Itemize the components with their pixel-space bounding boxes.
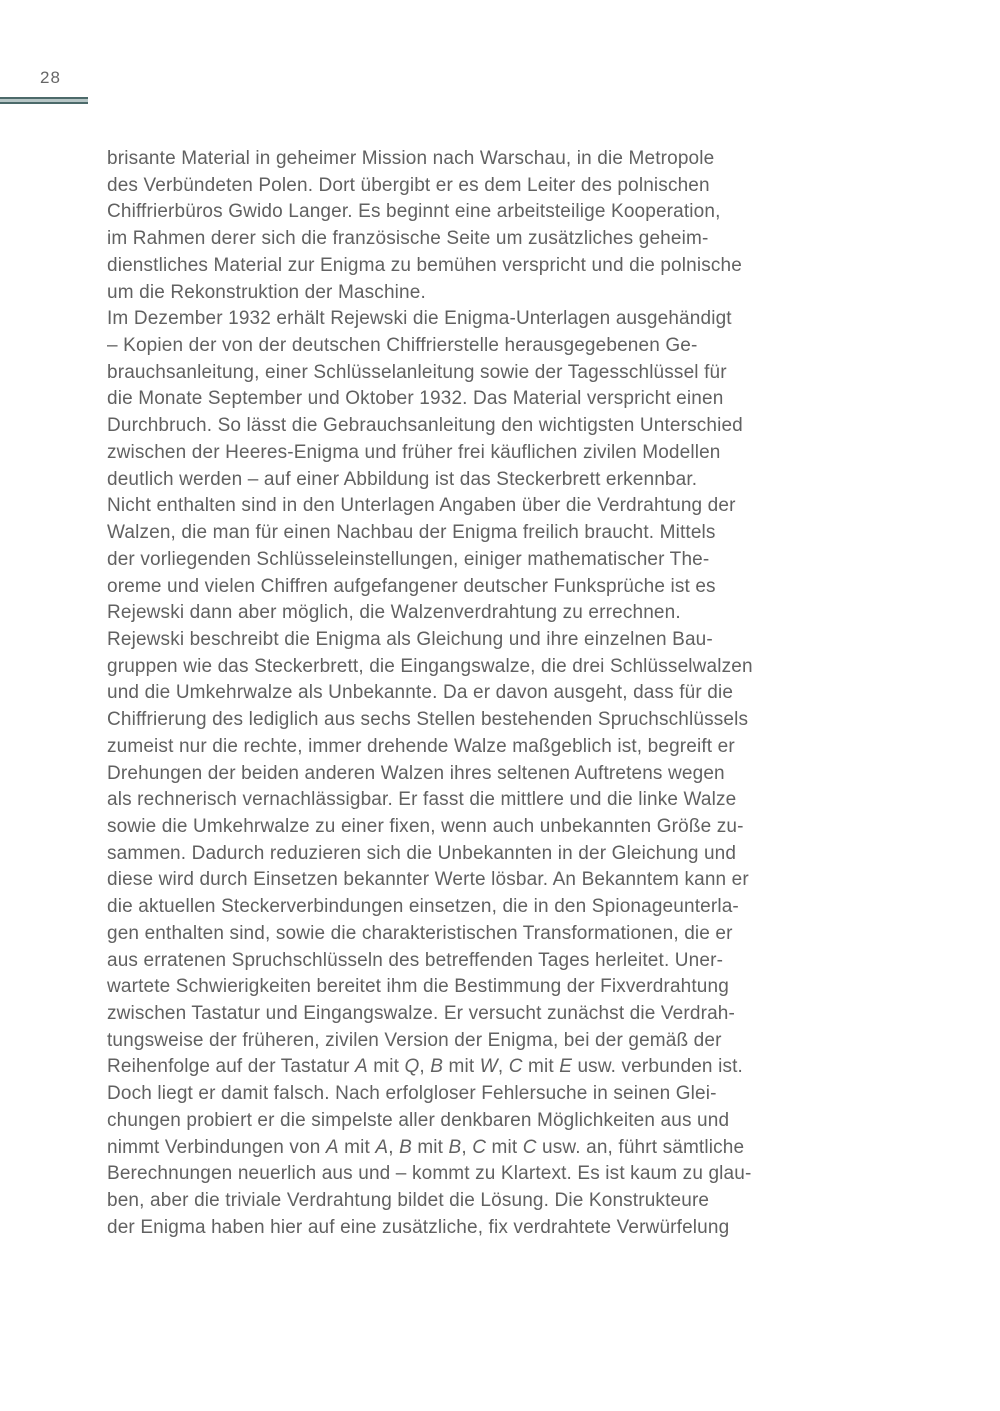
text-line — [107, 574, 787, 601]
text-segment: oreme und vielen Chiffren aufgefangener deutscher Funksprüche ist es — [107, 575, 716, 597]
text-segment: gruppen wie das Steckerbrett, die Eingangswalze, die drei Schlüsselwalzen — [107, 655, 753, 677]
text-line — [107, 1108, 787, 1135]
text-line — [107, 493, 787, 520]
text-segment: um die Rekonstruktion der Maschine. — [107, 281, 426, 303]
text-line — [107, 627, 787, 654]
italic-text-segment: Q — [404, 1056, 420, 1078]
text-segment: im Rahmen derer sich die französische Seite um zusätzliches geheim- — [107, 228, 709, 250]
text-line — [107, 867, 787, 894]
text-line — [107, 520, 787, 547]
text-segment: tungsweise der früheren, zivilen Version der Enigma, bei der gemäß der — [107, 1029, 722, 1051]
text-segment: mit — [411, 1136, 449, 1158]
text-segment: Rejewski dann aber möglich, die Walzenverdrahtung zu errechnen. — [107, 602, 681, 624]
text-segment: zwischen Tastatur und Eingangswalze. Er versucht zunächst die Verdrah- — [107, 1003, 735, 1024]
text-segment: Doch liegt er damit falsch. Nach erfolgloser Fehlersuche in seinen Glei- — [107, 1083, 717, 1105]
body-text — [107, 146, 787, 1241]
text-line — [107, 1135, 787, 1162]
text-segment: usw. an, führt sämtliche — [536, 1136, 745, 1158]
text-line — [107, 761, 787, 788]
italic-text-segment: A — [355, 1056, 368, 1078]
header-double-rule — [0, 97, 88, 104]
text-segment: zumeist nur die rechte, immer drehende Walze maßgeblich ist, begreift er — [107, 735, 735, 757]
italic-text-segment: B — [430, 1056, 444, 1078]
text-line — [107, 787, 787, 814]
text-segment: diese wird durch Einsetzen bekannter Werte lösbar. An Bekanntem kann er — [107, 869, 749, 891]
text-line — [107, 306, 787, 333]
text-segment: zwischen der Heeres-Enigma und früher frei käuflichen zivilen Modellen — [107, 441, 721, 463]
text-segment: die Monate September und Oktober 1932. Das Material verspricht einen — [107, 388, 724, 410]
text-line — [107, 1001, 787, 1028]
text-segment: deutlich werden – auf einer Abbildung ist das Steckerbrett erkennbar. — [107, 468, 698, 490]
text-segment: die aktuellen Steckerverbindungen einsetzen, die in den Spionageunterla- — [107, 896, 739, 918]
text-line — [107, 360, 787, 387]
text-line — [107, 146, 787, 173]
text-segment: sammen. Dadurch reduzieren sich die Unbekannten in der Gleichung und — [107, 842, 737, 864]
text-segment: , — [461, 1136, 473, 1158]
text-segment: der Enigma haben hier auf eine zusätzliche, fix verdrahtete Verwürfelung — [107, 1216, 730, 1238]
text-line — [107, 734, 787, 761]
text-segment: Durchbruch. So lässt die Gebrauchsanleitung den wichtigsten Unterschied — [107, 415, 743, 437]
text-line — [107, 974, 787, 1001]
text-segment: Chiffrierung des lediglich aus sechs Stellen bestehenden Spruchschlüssels — [107, 709, 749, 731]
text-line — [107, 1081, 787, 1108]
text-line — [107, 413, 787, 440]
italic-text-segment: A — [375, 1136, 389, 1158]
text-segment: ben, aber die triviale Verdrahtung bildet die Lösung. Die Konstrukteure — [107, 1190, 710, 1212]
text-segment: Chiffrierbüros Gwido Langer. Es beginnt eine arbeitsteilige Kooperation, — [107, 201, 721, 223]
text-line — [107, 1215, 787, 1242]
text-segment: wartete Schwierigkeiten bereitet ihm die Bestimmung der Fixverdrahtung — [107, 976, 729, 998]
text-line — [107, 894, 787, 921]
text-segment: Drehungen der beiden anderen Walzen ihres seltenen Auftretens wegen — [107, 762, 725, 784]
text-line — [107, 440, 787, 467]
text-segment: der vorliegenden Schlüsseleinstellungen, einiger mathematischer The- — [107, 548, 710, 570]
text-segment: , — [388, 1136, 400, 1158]
text-segment: usw. verbunden ist. — [572, 1056, 743, 1078]
text-line — [107, 547, 787, 574]
text-segment: , — [497, 1056, 509, 1078]
text-line — [107, 280, 787, 307]
text-segment: Reihenfolge auf der Tastatur — [107, 1056, 355, 1078]
text-segment: Berechnungen neuerlich aus und – kommt zu Klartext. Es ist kaum zu glau- — [107, 1163, 752, 1185]
italic-text-segment: C — [522, 1136, 537, 1158]
text-segment: nimmt Verbindungen von — [107, 1136, 326, 1158]
text-line — [107, 199, 787, 226]
text-line — [107, 253, 787, 280]
text-segment: Nicht enthalten sind in den Unterlagen Angaben über die Verdrahtung der — [107, 495, 736, 517]
text-line — [107, 921, 787, 948]
text-line — [107, 1161, 787, 1188]
italic-text-segment: C — [508, 1056, 523, 1078]
text-line — [107, 841, 787, 868]
text-segment: Im Dezember 1932 erhält Rejewski die Enigma-Unterlagen ausgehändigt — [107, 308, 732, 330]
text-segment: brauchsanleitung, einer Schlüsselanleitung sowie der Tagesschlüssel für — [107, 361, 727, 383]
text-line — [107, 173, 787, 200]
text-line — [107, 467, 787, 494]
text-line — [107, 386, 787, 413]
text-line — [107, 226, 787, 253]
text-segment: als rechnerisch vernachlässigbar. Er fasst die mittlere und die linke Walze — [107, 789, 737, 811]
page-number: 28 — [40, 68, 61, 87]
text-segment: brisante Material in geheimer Mission nach Warschau, in die Metropole — [107, 148, 715, 169]
italic-text-segment: B — [448, 1136, 462, 1158]
text-segment: mit — [367, 1056, 405, 1078]
text-segment: chungen probiert er die simpelste aller denkbaren Möglichkeiten aus und — [107, 1109, 730, 1131]
text-segment: des Verbündeten Polen. Dort übergibt er es dem Leiter des polnischen — [107, 174, 710, 196]
text-segment: Walzen, die man für einen Nachbau der Enigma freilich braucht. Mittels — [107, 522, 716, 544]
text-line — [107, 1054, 787, 1081]
italic-text-segment: B — [399, 1136, 412, 1158]
text-segment: sowie die Umkehrwalze zu einer fixen, wenn auch unbekannten Größe zu- — [107, 815, 744, 837]
text-segment: mit — [443, 1056, 480, 1078]
text-line — [107, 707, 787, 734]
text-segment: Rejewski beschreibt die Enigma als Gleichung und ihre einzelnen Bau- — [107, 628, 713, 650]
text-segment: mit — [522, 1056, 560, 1078]
text-segment: , — [419, 1056, 431, 1078]
text-segment: aus erratenen Spruchschlüsseln des betreffenden Tages herleitet. Uner- — [107, 949, 724, 971]
text-line — [107, 333, 787, 360]
text-segment: gen enthalten sind, sowie die charakteristischen Transformationen, die er — [107, 922, 733, 944]
text-segment: und die Umkehrwalze als Unbekannte. Da er davon ausgeht, dass für die — [107, 682, 734, 704]
italic-text-segment: C — [472, 1136, 487, 1158]
text-segment: mit — [486, 1136, 523, 1158]
italic-text-segment: W — [479, 1056, 498, 1078]
text-segment: dienstliches Material zur Enigma zu bemühen verspricht und die polnische — [107, 254, 742, 276]
text-line — [107, 814, 787, 841]
text-segment: – Kopien der von der deutschen Chiffrierstelle herausgegebenen Ge- — [107, 335, 698, 357]
italic-text-segment: E — [559, 1056, 573, 1078]
text-line — [107, 1188, 787, 1215]
text-line — [107, 948, 787, 975]
text-line — [107, 680, 787, 707]
text-line — [107, 600, 787, 627]
text-line — [107, 1028, 787, 1055]
text-segment: mit — [338, 1136, 376, 1158]
text-line — [107, 654, 787, 681]
italic-text-segment: A — [325, 1136, 339, 1158]
